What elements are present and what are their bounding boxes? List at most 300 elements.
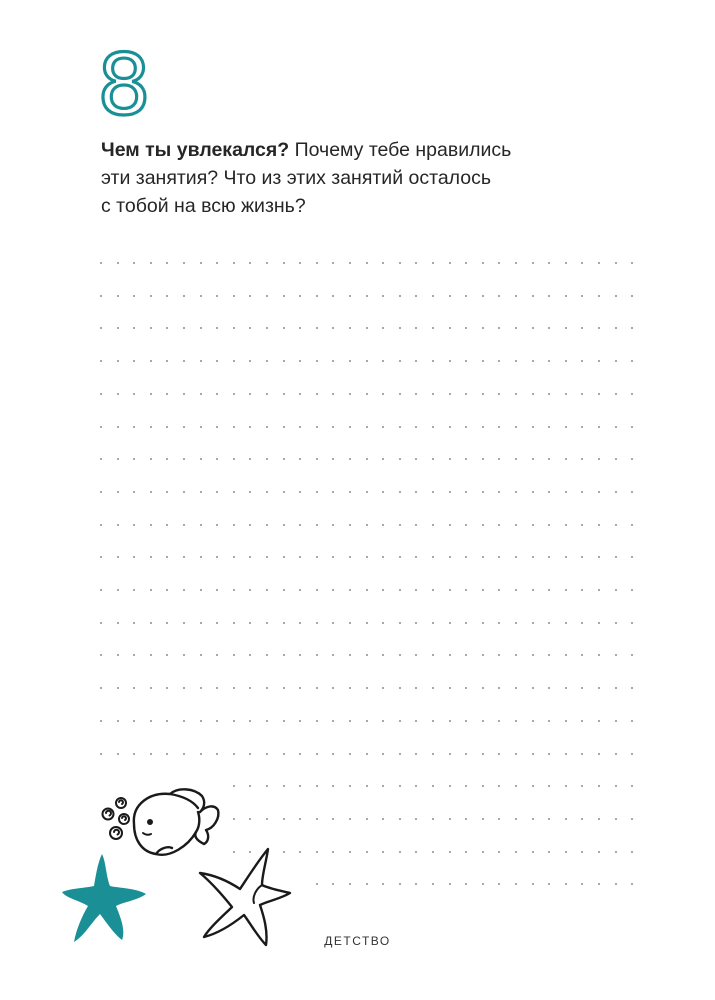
dot [449,687,451,689]
dot [233,622,235,624]
dot [283,687,285,689]
dot [316,622,318,624]
dot [183,589,185,591]
dot [482,720,484,722]
dot [515,295,517,297]
dot [150,426,152,428]
dot [432,720,434,722]
dot [299,262,301,264]
page-number-text: 8 [97,42,151,122]
dot [183,393,185,395]
dot [598,687,600,689]
dot [366,556,368,558]
dot [631,393,633,395]
dot [598,720,600,722]
dot [249,622,251,624]
dot [216,295,218,297]
dot [449,262,451,264]
dot [631,589,633,591]
dot [316,295,318,297]
dot [532,818,534,820]
dot [548,720,550,722]
dot [399,556,401,558]
dot [150,753,152,755]
dot [316,589,318,591]
dot [615,851,617,853]
dot [449,295,451,297]
dot [432,851,434,853]
dot [150,589,152,591]
dot [150,491,152,493]
dot [183,295,185,297]
dot [216,426,218,428]
dot [366,393,368,395]
dot [515,622,517,624]
dot [615,524,617,526]
dot [133,458,135,460]
dot [283,491,285,493]
dot [581,360,583,362]
dot [465,327,467,329]
dot [283,818,285,820]
dot [366,785,368,787]
dot [581,753,583,755]
dot [465,426,467,428]
dot [548,458,550,460]
dot [548,753,550,755]
dot [382,556,384,558]
dot [233,785,235,787]
footer-section-label: ДЕТСТВО [324,934,391,948]
dot [399,720,401,722]
dot [399,851,401,853]
dot [216,654,218,656]
dot [249,556,251,558]
dot [233,818,235,820]
dot [100,556,102,558]
dot [399,327,401,329]
dot [449,426,451,428]
dot [366,458,368,460]
dot [615,556,617,558]
dot [498,360,500,362]
dot [515,720,517,722]
dot [349,654,351,656]
dot [598,262,600,264]
dot [615,458,617,460]
dot [515,556,517,558]
dot [216,393,218,395]
dot [532,720,534,722]
dot [415,360,417,362]
dot [548,687,550,689]
dot [266,458,268,460]
dot [581,687,583,689]
dot [548,360,550,362]
dot [532,360,534,362]
dot [166,589,168,591]
dot [432,524,434,526]
dot [399,360,401,362]
dot [349,556,351,558]
dot [100,524,102,526]
dot [581,556,583,558]
dot [117,491,119,493]
dot [166,524,168,526]
dot [565,393,567,395]
dot [349,491,351,493]
dot [216,622,218,624]
dot [283,622,285,624]
dot [615,687,617,689]
dot [598,393,600,395]
dot [432,360,434,362]
dot [449,753,451,755]
dot [299,654,301,656]
dot [200,327,202,329]
dot [449,818,451,820]
dot [249,262,251,264]
dot [415,818,417,820]
dot [316,426,318,428]
dot [449,556,451,558]
question-line3: с тобой на всю жизнь? [101,195,306,217]
dot [299,785,301,787]
dot [283,458,285,460]
dot [449,458,451,460]
dot [382,426,384,428]
dot [432,654,434,656]
dot [249,458,251,460]
dot [100,654,102,656]
dot [548,262,550,264]
dot [332,426,334,428]
dot [548,524,550,526]
dot [449,622,451,624]
dot [382,753,384,755]
dot [316,360,318,362]
dot [415,524,417,526]
dot [233,262,235,264]
dot [532,753,534,755]
dot [415,753,417,755]
dot [532,687,534,689]
dot [150,458,152,460]
dot [233,753,235,755]
dot [415,327,417,329]
dot [415,622,417,624]
dot [415,491,417,493]
dot [332,851,334,853]
dot [283,654,285,656]
dot [432,785,434,787]
dot [415,851,417,853]
dot [465,818,467,820]
dot [166,654,168,656]
dot [598,622,600,624]
dot [382,589,384,591]
dot [382,491,384,493]
dot [565,458,567,460]
dot [482,851,484,853]
dot [415,426,417,428]
dot [399,458,401,460]
dot [498,785,500,787]
dot [498,491,500,493]
dot [166,753,168,755]
dot [598,524,600,526]
dot [216,556,218,558]
dot [498,589,500,591]
dot [382,295,384,297]
dot [598,491,600,493]
dot [432,491,434,493]
dot [183,360,185,362]
dot [465,524,467,526]
dot [266,720,268,722]
dot [266,524,268,526]
dot [200,458,202,460]
dot [233,687,235,689]
dot [598,818,600,820]
dot [117,393,119,395]
dot [515,458,517,460]
dot [482,426,484,428]
dot [283,295,285,297]
dot [465,360,467,362]
question-line2: эти занятия? Что из этих занятий осталось [101,167,492,189]
dot [498,622,500,624]
dot [332,622,334,624]
dot [581,491,583,493]
dot [200,491,202,493]
dot [449,327,451,329]
dot [200,687,202,689]
dot [299,327,301,329]
dot [249,753,251,755]
dot [216,720,218,722]
dot [332,654,334,656]
dot [515,687,517,689]
dot [216,360,218,362]
dot [615,622,617,624]
dot [332,360,334,362]
dot [581,524,583,526]
dot [631,327,633,329]
dot [598,851,600,853]
dot [548,393,550,395]
dot [449,883,451,885]
dot [565,654,567,656]
dot [498,426,500,428]
dot [100,393,102,395]
dot [266,753,268,755]
dot [498,687,500,689]
dot [399,491,401,493]
dot [399,524,401,526]
dot [598,360,600,362]
dot [366,589,368,591]
dot [432,426,434,428]
dot [216,589,218,591]
dot [615,785,617,787]
dot [249,426,251,428]
dot [266,589,268,591]
dot [133,393,135,395]
dot [515,883,517,885]
dot [532,785,534,787]
dot [366,654,368,656]
dot [133,491,135,493]
dot [631,785,633,787]
dot [482,295,484,297]
dot [283,753,285,755]
dot [415,458,417,460]
dot [465,491,467,493]
dot [498,262,500,264]
dot [349,883,351,885]
dot [399,393,401,395]
dot [565,720,567,722]
dot [117,262,119,264]
dot [166,327,168,329]
dot [166,426,168,428]
dot [249,327,251,329]
dot [615,360,617,362]
dot [382,622,384,624]
dot [631,556,633,558]
dot [532,524,534,526]
dot [565,851,567,853]
dot [233,426,235,428]
dot [100,687,102,689]
dot [249,720,251,722]
dot [283,262,285,264]
dot [515,589,517,591]
dot [432,753,434,755]
dot [316,556,318,558]
dot [631,426,633,428]
dot [299,458,301,460]
dot [299,524,301,526]
dot [415,295,417,297]
dot [581,720,583,722]
dot [515,851,517,853]
dot [482,327,484,329]
dot [100,426,102,428]
dot [415,556,417,558]
dot [382,883,384,885]
dot [465,393,467,395]
dot [183,262,185,264]
dot [615,262,617,264]
dot [349,687,351,689]
dot [150,687,152,689]
dot [548,589,550,591]
dot [150,556,152,558]
dot [482,654,484,656]
dot [399,753,401,755]
dot [532,883,534,885]
dot [332,458,334,460]
dot [349,393,351,395]
dot [515,393,517,395]
dot [117,753,119,755]
dot [482,883,484,885]
dot [615,883,617,885]
dot [117,327,119,329]
dot [133,524,135,526]
dot [415,785,417,787]
dot [299,622,301,624]
dot [150,262,152,264]
dot [465,458,467,460]
dot [299,589,301,591]
dot [631,654,633,656]
dot [200,426,202,428]
dot [200,720,202,722]
dot [316,851,318,853]
dot [233,360,235,362]
dot [482,393,484,395]
dot [565,589,567,591]
dot [266,295,268,297]
dot [366,327,368,329]
dot [150,654,152,656]
dot [200,589,202,591]
dot [316,883,318,885]
dot [233,491,235,493]
dot [532,589,534,591]
dot [581,883,583,885]
dot [631,720,633,722]
dot [349,524,351,526]
dot [332,393,334,395]
question-bold: Чем ты увлекался? [101,139,290,161]
dot [366,426,368,428]
dot [216,327,218,329]
dot [498,327,500,329]
dot [565,687,567,689]
dot [133,589,135,591]
dot [316,753,318,755]
dot [631,687,633,689]
dot [615,327,617,329]
dot [166,295,168,297]
dot [150,524,152,526]
dot [382,720,384,722]
dot [598,654,600,656]
dot [200,556,202,558]
dot [117,524,119,526]
dot [117,426,119,428]
dot [548,556,550,558]
dot [615,753,617,755]
dot [249,524,251,526]
dot [449,360,451,362]
dot [316,393,318,395]
dot [332,262,334,264]
dot [266,687,268,689]
dot [631,851,633,853]
dot [449,589,451,591]
dot [366,524,368,526]
dot [332,491,334,493]
dot [382,851,384,853]
dot [432,262,434,264]
dot [482,491,484,493]
dot [349,785,351,787]
